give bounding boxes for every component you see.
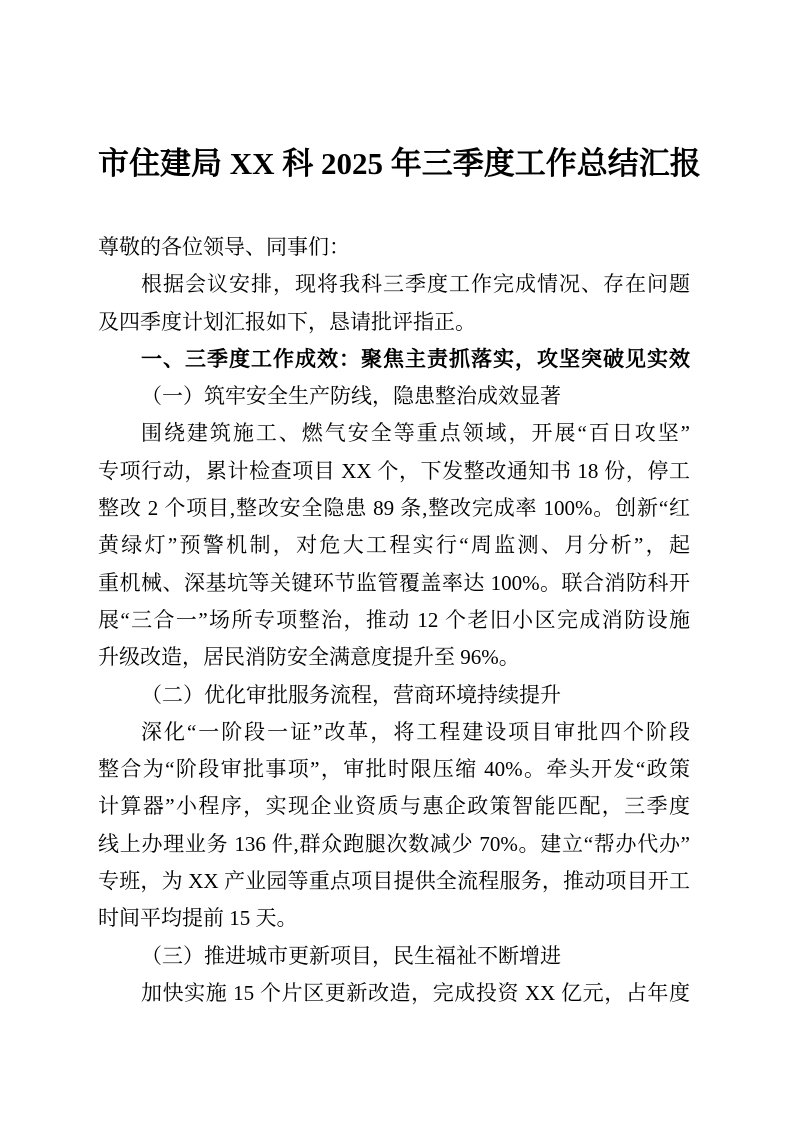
text-line: 整合为“阶段审批事项”，审批时限压缩 40%。牵头开发“政策: [98, 757, 690, 782]
block-heading2: [98, 378, 690, 415]
text-line: 加快实施 15 个片区更新改造，完成投资 XX 亿元，占年度: [141, 980, 690, 1005]
text-line: 尊敬的各位领导、同事们：: [98, 235, 350, 259]
block-heading1: [98, 341, 690, 378]
text-line: 整改 2 个项目,整改安全隐患 89 条,整改完成率 100%。创新“红: [98, 496, 690, 521]
document-body: [98, 229, 690, 1012]
block-paragraph: [98, 415, 690, 676]
text-line: 重机械、深基坑等关键环节监管覆盖率达 100%。联合消防科开: [98, 570, 690, 595]
block-paragraph: [98, 714, 690, 938]
block-heading2: [98, 677, 690, 714]
text-line: 升级改造，居民消防安全满意度提升至 96%。: [98, 645, 520, 670]
text-line: 围绕建筑施工、燃气安全等重点领域，开展“百日攻坚”: [141, 421, 690, 446]
text-line: 专班，为 XX 产业园等重点项目提供全流程服务，推动项目开工: [98, 869, 690, 894]
text-line: 一、三季度工作成效：聚焦主责抓落实，攻坚突破见实效: [141, 346, 690, 371]
text-line: 及四季度计划汇报如下，恳请批评指正。: [98, 309, 476, 334]
text-line: 专项行动，累计检查项目 XX 个，下发整改通知书 18 份，停工: [98, 458, 690, 483]
block-salutation: [98, 229, 690, 266]
block-paragraph: [98, 266, 690, 341]
text-line: 黄绿灯”预警机制，对危大工程实行“周监测、月分析”，起: [98, 533, 690, 558]
document-title: 市住建局 XX 科 2025 年三季度工作总结汇报: [98, 146, 701, 181]
block-heading2: [98, 938, 690, 975]
text-line: 展“三合一”场所专项整治，推动 12 个老旧小区完成消防设施: [98, 607, 690, 632]
text-line: 时间平均提前 15 天。: [98, 906, 298, 931]
text-line: （二）优化审批服务流程，营商环境持续提升: [141, 682, 561, 707]
text-line: 计算器”小程序，实现企业资质与惠企政策智能匹配，三季度: [98, 794, 690, 819]
text-line: （一）筑牢安全生产防线，隐患整治成效显著: [141, 384, 561, 409]
document-content: [98, 136, 701, 1012]
block-paragraph: [98, 975, 690, 1012]
text-line: 深化“一阶段一证”改革，将工程建设项目审批四个阶段: [141, 719, 690, 744]
text-line: 根据会议安排，现将我科三季度工作完成情况、存在问题: [141, 272, 690, 297]
text-line: 线上办理业务 136 件,群众跑腿次数减少 70%。建立“帮办代办”: [98, 831, 690, 856]
text-line: （三）推进城市更新项目，民生福祉不断增进: [141, 943, 561, 968]
